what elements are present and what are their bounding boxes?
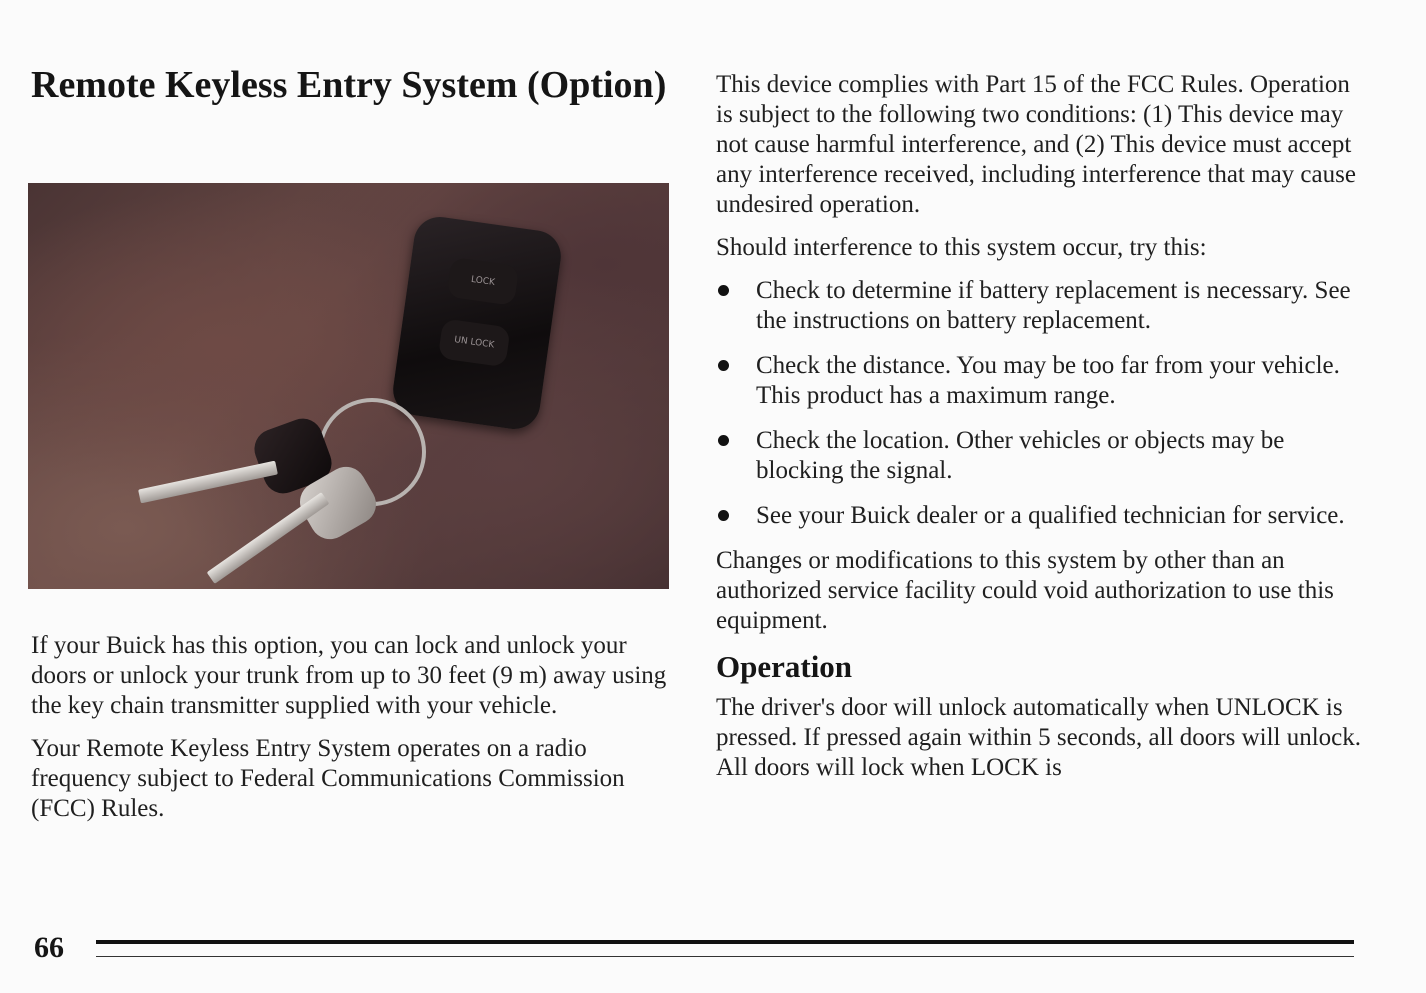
page-number: 66 [34, 931, 64, 964]
page-footer [34, 928, 1354, 968]
fcc-intro-paragraph: Your Remote Keyless Entry System operates on a radio frequency subject to Federal Communications Commission (FCC) Rules. [31, 735, 625, 822]
key-blade-image [138, 461, 278, 504]
bullet-icon [718, 285, 729, 296]
remote-transmitter-image [390, 214, 564, 433]
page-title: Remote Keyless Entry System (Option) [31, 64, 667, 106]
bullet-icon [718, 510, 729, 521]
interference-intro: Should interference to this system occur, try this: [716, 234, 1207, 261]
footer-rule-thick [96, 940, 1354, 944]
intro-paragraph: If your Buick has this option, you can lock and unlock your doors or unlock your trunk from up to 30 feet (9 m) away using the key chain transmitter supplied with your vehicle. [31, 632, 667, 719]
right-column [716, 70, 1366, 796]
troubleshooting-list [716, 276, 1366, 531]
footer-rule-thin [96, 956, 1354, 957]
fcc-compliance-paragraph: This device complies with Part 15 of the FCC Rules. Operation is subject to the following two conditions: (1) This device may not cause harmful interference, and (2) This device must accept any interference received, including interference that may cause undesired operation. [716, 71, 1356, 218]
list-item: See your Buick dealer or a qualified technician for service. [716, 501, 1366, 531]
bullet-icon [718, 360, 729, 371]
list-item: Check the distance. You may be too far from your vehicle. This product has a maximum range. [716, 351, 1366, 411]
fob-unlock-button-image: UN LOCK [438, 318, 511, 367]
changes-paragraph: Changes or modifications to this system by other than an authorized service facility could void authorization to use this equipment. [716, 547, 1334, 634]
list-item: Check the location. Other vehicles or objects may be blocking the signal. [716, 426, 1366, 486]
fob-lock-button-image: LOCK [446, 257, 519, 306]
list-item: Check to determine if battery replacement is necessary. See the instructions on battery replacement. [716, 276, 1366, 336]
operation-paragraph: The driver's door will unlock automatically when UNLOCK is pressed. If pressed again within 5 seconds, all doors will unlock. All doors will lock when LOCK is [716, 694, 1362, 781]
intro-text [31, 631, 671, 837]
operation-heading: Operation [716, 649, 853, 684]
keyfob-photo [28, 183, 669, 589]
bullet-icon [718, 435, 729, 446]
second-key-blade-image [207, 492, 330, 584]
